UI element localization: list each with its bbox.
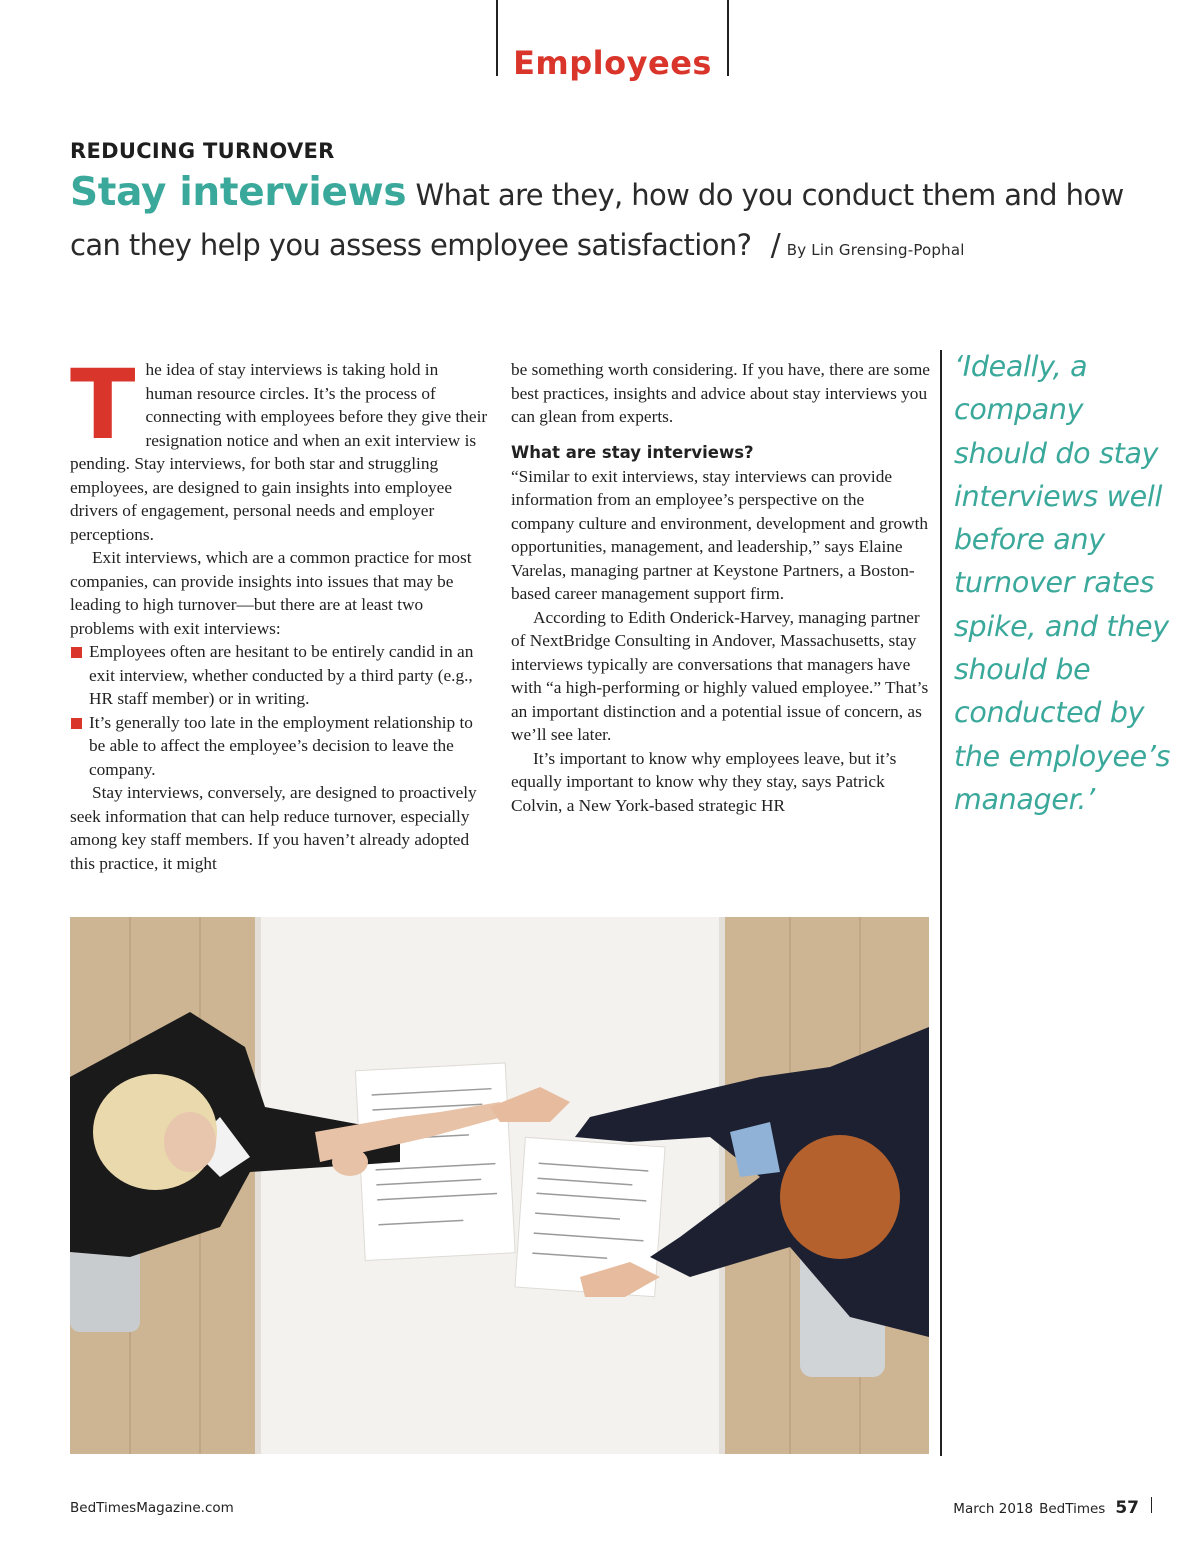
headline-title: Stay interviews xyxy=(70,170,407,215)
footer-site: BedTimesMagazine.com xyxy=(70,1500,234,1516)
headline-slash: / xyxy=(770,228,781,263)
byline xyxy=(787,241,965,259)
article-paragraph: According to Edith Onderick-Harvey, managing partner of NextBridge Consulting in Andover, Massachusetts, stay interviews typically are conversations that managers have with “a high-performing or highly valued employee.” That’s an important distinction and a potential issue of concern, as we’ll see later. xyxy=(511,607,929,744)
article-paragraph: It’s important to know why employees leave, but it’s equally important to know why they stay, says Patrick Colvin, a New York-based strategic HR xyxy=(511,748,897,815)
handshake-illustration xyxy=(70,917,929,1454)
article-paragraph: “Similar to exit interviews, stay interviews can provide information from an employee’s perspective on the company culture and environment, development and growth opportunities, management, and leadership,” says Elaine Varelas, managing partner at Keystone Partners, a Boston-based career management support firm. xyxy=(511,466,929,603)
headline xyxy=(70,168,1150,275)
kicker: REDUCING TURNOVER xyxy=(70,139,335,163)
handshake-photo xyxy=(70,917,929,1454)
bullet-item: It’s generally too late in the employment relationship to be able to affect the employee’s decision to leave the company. xyxy=(70,711,488,782)
article-paragraph: Exit interviews, which are a common practice for most companies, can provide insights into issues that may be leading to high turnover—but there are at least two problems with exit interviews: xyxy=(70,548,472,638)
bullet-square-icon xyxy=(71,647,82,658)
footer-date: March 2018 xyxy=(953,1501,1034,1517)
footer-rule xyxy=(1151,1497,1152,1513)
footer-magazine: BedTimes xyxy=(1039,1501,1106,1517)
bullet-item: Employees often are hesitant to be entirely candid in an exit interview, whether conducted by a third party (e.g., HR staff member) or in writing. xyxy=(70,640,488,711)
headline-deck: What are they, how do you conduct them and how can they help you assess employee satisfaction? xyxy=(70,178,1124,262)
footer-folio xyxy=(953,1497,1152,1518)
article-column-1 xyxy=(70,349,488,875)
article-column-2 xyxy=(511,358,931,817)
bullet-square-icon xyxy=(71,718,82,729)
pull-quote-rule xyxy=(940,350,942,1456)
article-paragraph: Stay interviews, conversely, are designed to proactively seek information that can help reduce turnover, especially among key staff members. If you haven’t already adopted this practice, it might xyxy=(70,783,477,873)
page-number: 57 xyxy=(1115,1498,1139,1518)
drop-cap: T xyxy=(70,349,136,461)
article-subhead: What are stay interviews? xyxy=(511,442,754,462)
section-title: Employees xyxy=(513,44,712,82)
pull-quote: ‘Ideally, a company should do stay interviews well before any turnover rates spike, and they should be conducted by the employee’s manager.’ xyxy=(954,350,1171,816)
article-paragraph: The idea of stay interviews is taking hold in human resource circles. It’s the process of connecting with employees before they give their resignation notice and when an exit interview is pending. Stay interviews, for both star and struggling employees, are designed to gain insights into employee drivers of engagement, personal needs and employer perceptions. xyxy=(70,349,488,544)
section-rule-right xyxy=(727,0,729,76)
byline-prefix: By xyxy=(786,241,807,259)
bullet-list xyxy=(70,640,488,781)
article-paragraph: be something worth considering. If you have, there are some best practices, insights and advice about stay interviews you can glean from experts. xyxy=(511,360,930,426)
byline-name: Lin Grensing-Pophal xyxy=(811,241,965,259)
